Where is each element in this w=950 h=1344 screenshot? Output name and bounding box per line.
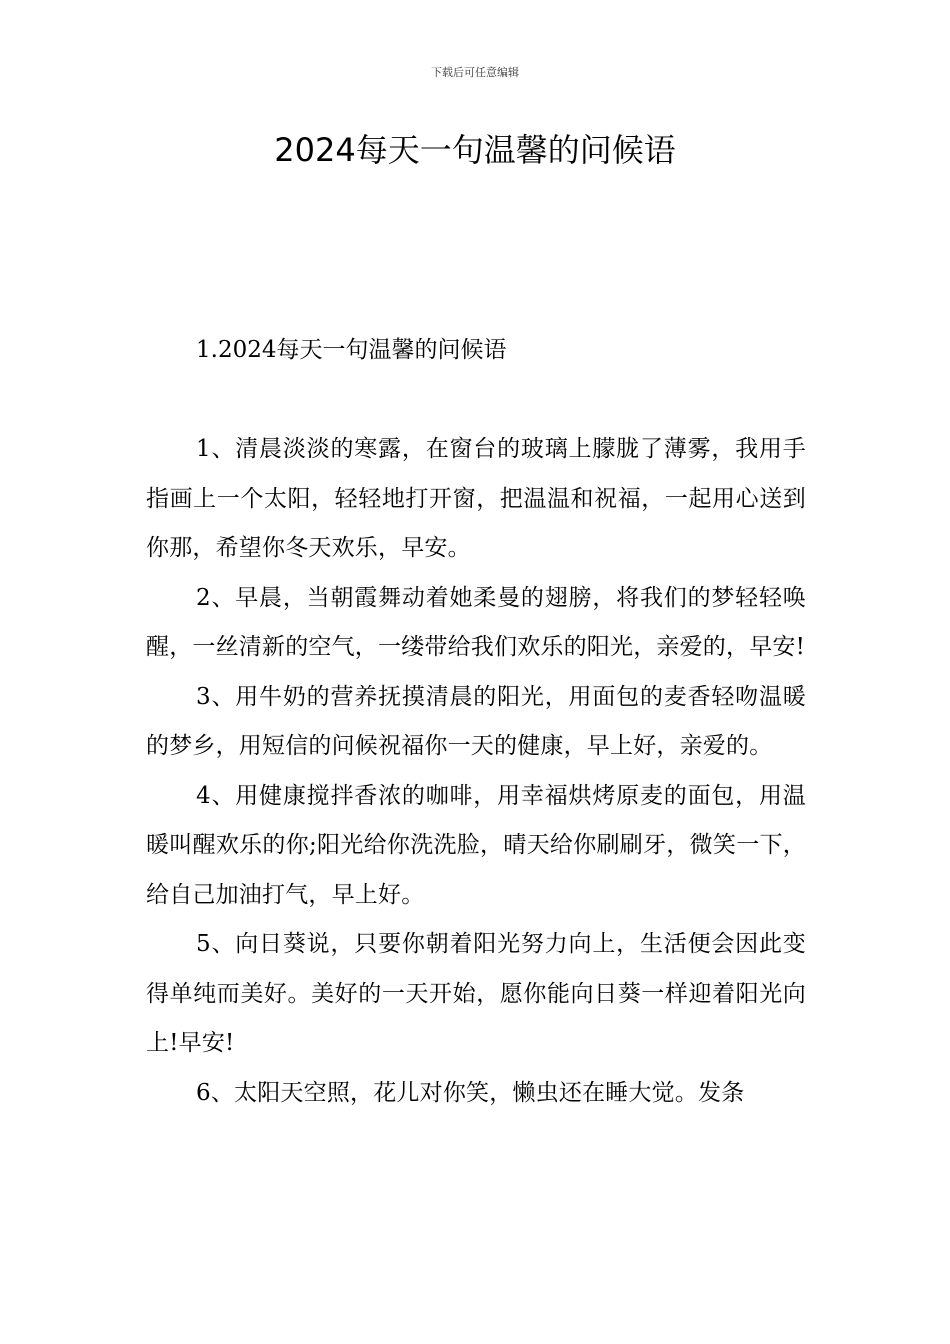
paragraph-5: 5、向日葵说，只要你朝着阳光努力向上，生活便会因此变得单纯而美好。美好的一天开始，愿你能向日葵一样迎着阳光向上!早安! — [146, 931, 806, 1056]
paragraph-3: 3、用牛奶的营养抚摸清晨的阳光，用面包的麦香轻吻温暖的梦乡，用短信的问候祝福你一天的健康，早上好，亲爱的。 — [146, 683, 806, 759]
paragraph-1: 1、清晨淡淡的寒露，在窗台的玻璃上朦胧了薄雾，我用手指画上一个太阳，轻轻地打开窗，把温温和祝福，一起用心送到你那，希望你冬天欢乐，早安。 — [146, 436, 806, 561]
paragraph-6: 6、太阳天空照，花儿对你笑，懒虫还在睡大觉。发条 — [196, 1079, 745, 1106]
body-text — [146, 425, 806, 1118]
section-heading: 1.2024每天一句温馨的问候语 — [196, 337, 507, 363]
header-note: 下载后可任意编辑 — [431, 66, 519, 79]
document-title: 2024每天一句温馨的问候语 — [274, 131, 676, 169]
paragraph-4: 4、用健康搅拌香浓的咖啡，用幸福烘烤原麦的面包，用温暖叫醒欢乐的你;阳光给你洗洗脸，晴天给你刷刷牙，微笑一下，给自己加油打气，早上好。 — [146, 782, 806, 908]
paragraph-2: 2、早晨，当朝霞舞动着她柔曼的翅膀，将我们的梦轻轻唤醒，一丝清新的空气，一缕带给我们欢乐的阳光，亲爱的，早安! — [146, 584, 806, 660]
